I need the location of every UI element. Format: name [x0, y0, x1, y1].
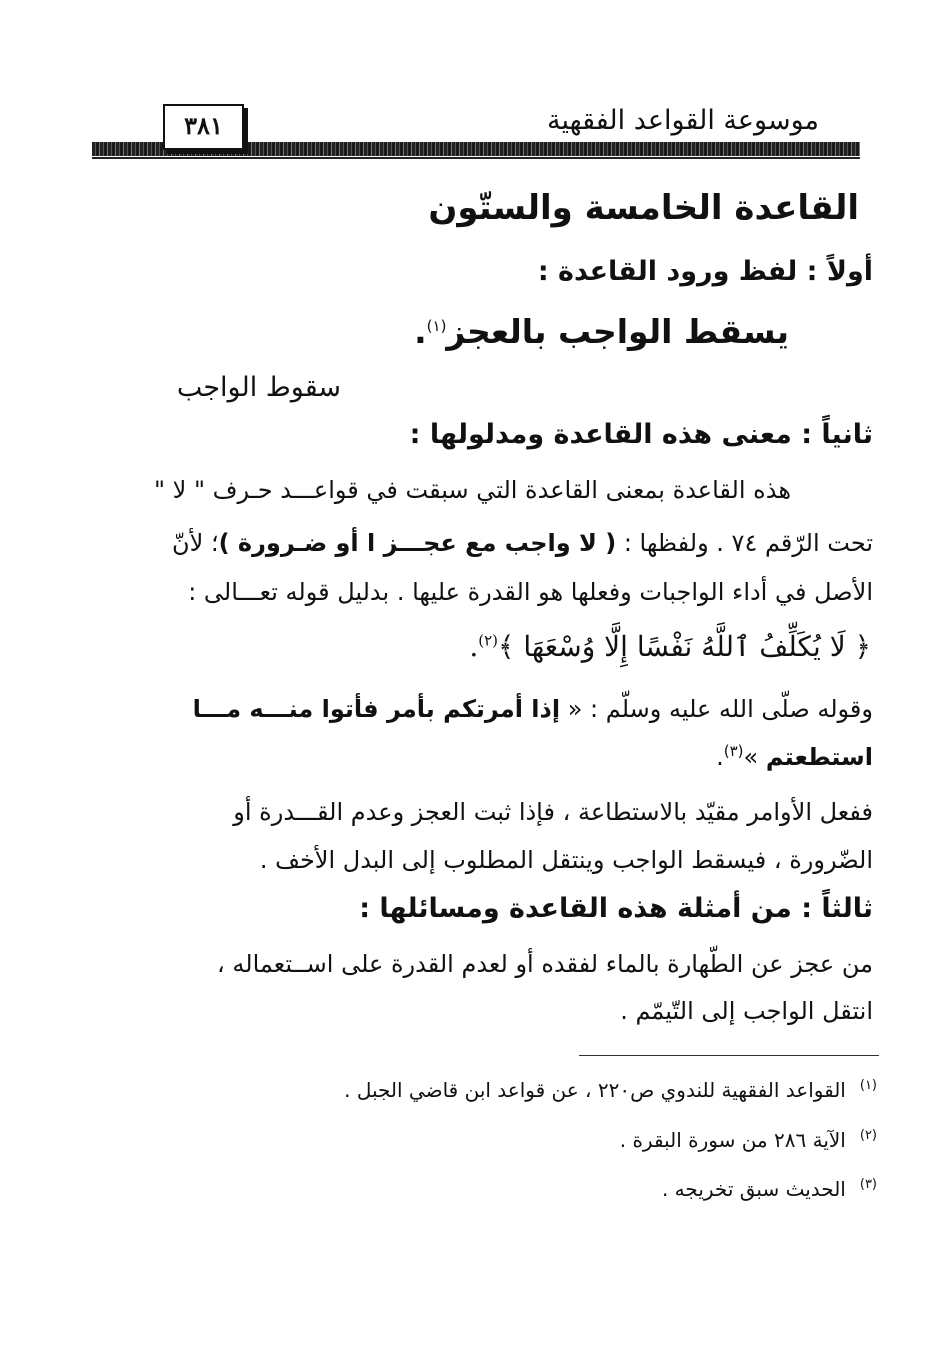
footnote-ref-1[interactable]: (١)	[426, 317, 447, 335]
paragraph-line	[193, 695, 873, 723]
hadith-quote: استطعتم	[765, 743, 873, 771]
footnote-number: (٣)	[859, 1177, 877, 1193]
footnote-separator	[579, 1055, 879, 1056]
section1-heading: أولاً : لفظ ورود القاعدة :	[537, 256, 873, 287]
footnote-text: القواعد الفقهية للندوي ص٢٢٠ ، عن قواعد ابن قاضي الجبل .	[344, 1078, 846, 1102]
footnote-number: (١)	[859, 1078, 877, 1094]
footnote-number: (٢)	[859, 1128, 877, 1144]
paragraph-line: هذه القاعدة بمعنى القاعدة التي سبقت في قواعـــد حـرف " لا "	[153, 476, 791, 504]
paragraph-line: انتقل الواجب إلى التّيمّم .	[620, 997, 873, 1025]
footnote	[344, 1078, 877, 1102]
rule-statement	[414, 312, 789, 351]
alternate-rule-name: سقوط الواجب	[176, 372, 341, 403]
paragraph-text: »	[743, 743, 766, 771]
paragraph-line: الضّرورة ، فيسقط الواجب وينتقل المطلوب إلى البدل الأخف .	[259, 846, 873, 874]
footnote	[662, 1177, 877, 1201]
footnote-ref-3[interactable]: (٣)	[723, 742, 744, 760]
paragraph-text: ؛ لأنّ	[172, 529, 219, 557]
paragraph-line	[716, 742, 873, 771]
footnote-ref-2[interactable]: (٢)	[478, 631, 499, 650]
paragraph-line: من عجز عن الطّهارة بالماء لفقده أو لعدم القدرة على اســتعماله ،	[217, 950, 873, 978]
paragraph-line	[172, 529, 873, 557]
section3-heading: ثالثاً : من أمثلة هذه القاعدة ومسائلها :	[359, 893, 873, 924]
rule-statement-text: يسقط الواجب بالعجز	[446, 312, 789, 351]
header-rule-thin	[92, 157, 860, 159]
rule-title: القاعدة الخامسة والستّون	[428, 188, 859, 228]
page-number: ٣٨١	[163, 104, 244, 150]
quran-verse-end: .	[469, 630, 479, 663]
paragraph-text: وقوله صلّى الله عليه وسلّم : «	[560, 695, 873, 723]
rule-quote: ( لا واجب مع عجـــز ا أو ضـرورة )	[218, 529, 617, 557]
footnote-text: الآية ٢٨٦ من سورة البقرة .	[619, 1128, 846, 1152]
quran-verse-text: ﴿ لَا يُكَلِّفُ ٱللَّهُ نَفْسًا إِلَّا وُسْعَهَا ﴾	[498, 630, 871, 663]
footnote	[620, 1128, 877, 1152]
quran-verse	[469, 630, 871, 663]
section2-heading: ثانياً : معنى هذه القاعدة ومدلولها :	[409, 419, 873, 450]
paragraph-line: الأصل في أداء الواجبات وفعلها هو القدرة عليها . بدليل قوله تعـــالى :	[188, 578, 873, 606]
paragraph-text: تحت الرّقم ٧٤ . ولفظها :	[616, 529, 873, 557]
footnote-text: الحديث سبق تخريجه .	[661, 1177, 846, 1201]
running-title: موسوعة القواعد الفقهية	[547, 105, 819, 136]
hadith-quote: إذا أمرتكم بأمر فأتوا منـــه مـــا	[192, 695, 561, 723]
paragraph-text: .	[716, 743, 724, 771]
rule-statement-end: .	[414, 312, 427, 351]
paragraph-line: ففعل الأوامر مقيّد بالاستطاعة ، فإذا ثبت العجز وعدم القـــدرة أو	[233, 798, 873, 826]
